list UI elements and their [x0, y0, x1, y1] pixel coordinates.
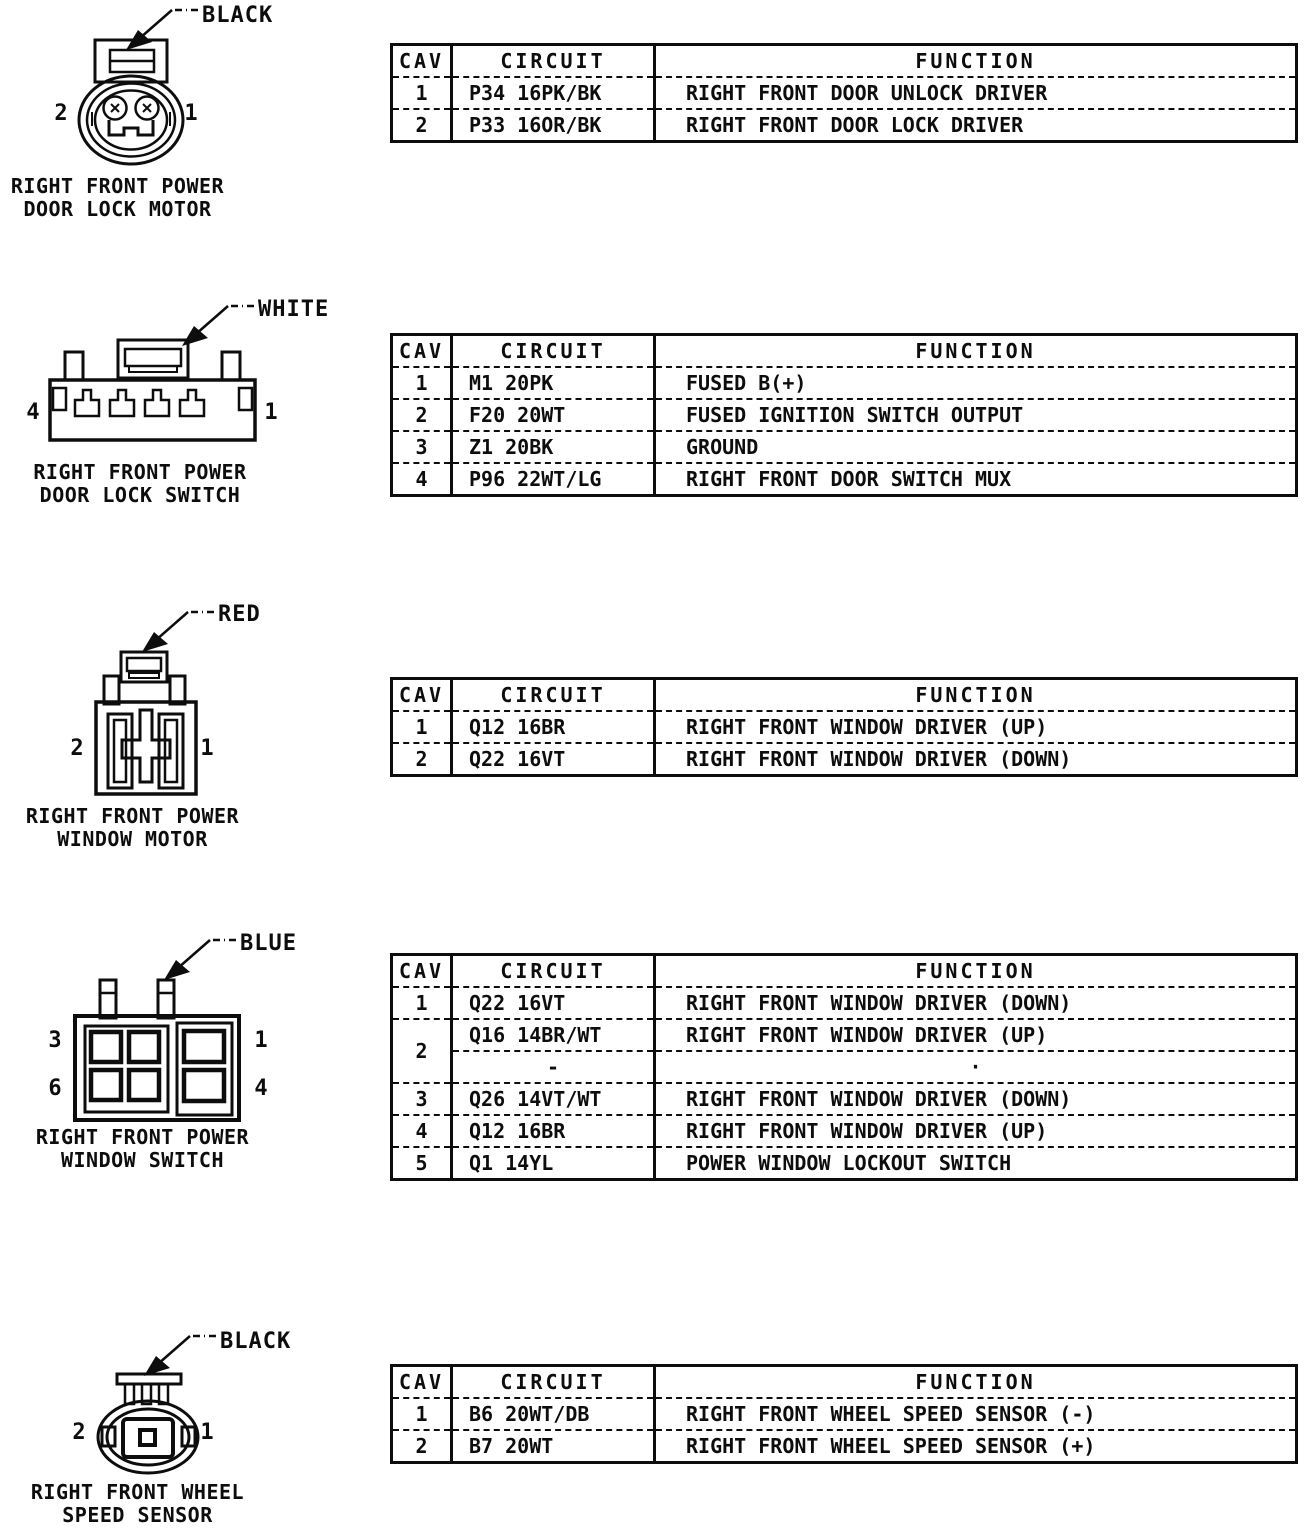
- table-cell: 1: [392, 987, 452, 1019]
- leader-arrow-icon: [172, 298, 256, 348]
- wheel-speed-sensor-connector-drawing: [95, 1372, 203, 1476]
- table-cell: Q12 16BR: [452, 1115, 655, 1147]
- table-cell: 4: [392, 1115, 452, 1147]
- caption-line: RIGHT FRONT POWER: [10, 174, 225, 198]
- pin-number-left: 2: [70, 736, 84, 761]
- table-row: [392, 1019, 1297, 1051]
- table-cell: 3: [392, 431, 452, 463]
- table-header-row: [392, 679, 1297, 712]
- header-circuit: CIRCUIT: [452, 335, 655, 368]
- table-cell: RIGHT FRONT DOOR LOCK DRIVER: [655, 109, 1297, 142]
- table-row: [392, 77, 1297, 109]
- table-cell: POWER WINDOW LOCKOUT SWITCH: [655, 1147, 1297, 1180]
- header-circuit: CIRCUIT: [452, 45, 655, 78]
- table-cell: F20 20WT: [452, 399, 655, 431]
- pin-number-right: 1: [200, 1420, 214, 1445]
- header-cav: CAV: [392, 335, 452, 368]
- table-row: [392, 1051, 1297, 1083]
- table-cell: B7 20WT: [452, 1430, 655, 1463]
- table-cell: RIGHT FRONT WHEEL SPEED SENSOR (-): [655, 1398, 1297, 1430]
- table-cell: RIGHT FRONT DOOR UNLOCK DRIVER: [655, 77, 1297, 109]
- pinout-table-window-switch: [390, 953, 1298, 1181]
- table-cell: 5: [392, 1147, 452, 1180]
- leader-arrow-icon: [132, 604, 216, 654]
- table-cell: RIGHT FRONT WINDOW DRIVER (UP): [655, 711, 1297, 743]
- table-cell: 2: [392, 743, 452, 776]
- connector-caption: [20, 1481, 255, 1527]
- caption-line: RIGHT FRONT POWER: [25, 804, 240, 828]
- pinout-table-window-motor: [390, 677, 1298, 777]
- header-circuit: CIRCUIT: [452, 1366, 655, 1399]
- table-header-row: [392, 955, 1297, 988]
- table-row: [392, 1398, 1297, 1430]
- header-function: FUNCTION: [655, 679, 1297, 712]
- connector-color-label: BLACK: [220, 1329, 292, 1354]
- table-cell: 4: [392, 463, 452, 496]
- window-switch-connector-drawing: [72, 978, 242, 1124]
- table-cell: 3: [392, 1083, 452, 1115]
- header-function: FUNCTION: [655, 1366, 1297, 1399]
- connector-color-label: RED: [218, 602, 261, 627]
- pinout-table-door-lock-motor: [390, 43, 1298, 143]
- table-cell: P33 16OR/BK: [452, 109, 655, 142]
- pin-number-left: 2: [54, 101, 68, 126]
- table-cell: Q1 14YL: [452, 1147, 655, 1180]
- leader-arrow-icon: [116, 2, 200, 52]
- window-motor-connector-drawing: [92, 648, 200, 798]
- table-row: [392, 1115, 1297, 1147]
- table-row: [392, 367, 1297, 399]
- table-cell: RIGHT FRONT DOOR SWITCH MUX: [655, 463, 1297, 496]
- table-cell: Q22 16VT: [452, 743, 655, 776]
- connector-caption: [15, 805, 250, 851]
- caption-line: RIGHT FRONT WHEEL: [30, 1480, 245, 1504]
- door-lock-switch-connector-drawing: [45, 336, 260, 444]
- connector-color-label: WHITE: [258, 297, 330, 322]
- table-header-row: [392, 335, 1297, 368]
- table-cell: 1: [392, 1398, 452, 1430]
- caption-line: SPEED SENSOR: [62, 1503, 213, 1527]
- table-row: [392, 399, 1297, 431]
- pin-number-bottom-right: 4: [254, 1076, 268, 1101]
- pin-number-left: 4: [26, 400, 40, 425]
- pin-number-top-right: 1: [254, 1028, 268, 1053]
- connector-caption: [20, 461, 260, 507]
- leader-arrow-icon: [134, 1328, 218, 1378]
- connector-color-label: BLACK: [202, 3, 274, 28]
- table-cell: RIGHT FRONT WINDOW DRIVER (DOWN): [655, 743, 1297, 776]
- table-cell: 2: [392, 1019, 452, 1083]
- table-cell: 2: [392, 1430, 452, 1463]
- table-cell: Q26 14VT/WT: [452, 1083, 655, 1115]
- table-cell: FUSED B(+): [655, 367, 1297, 399]
- table-cell: 2: [392, 399, 452, 431]
- header-function: FUNCTION: [655, 335, 1297, 368]
- table-cell: FUSED IGNITION SWITCH OUTPUT: [655, 399, 1297, 431]
- pin-number-left: 2: [72, 1420, 86, 1445]
- pin-number-right: 1: [184, 101, 198, 126]
- table-cell: Q12 16BR: [452, 711, 655, 743]
- table-header-row: [392, 45, 1297, 78]
- table-row: [392, 431, 1297, 463]
- table-row: [392, 463, 1297, 496]
- table-cell: ·: [655, 1051, 1297, 1083]
- table-row: [392, 1430, 1297, 1463]
- caption-line: WINDOW MOTOR: [57, 827, 208, 851]
- table-cell: -: [452, 1051, 655, 1083]
- caption-line: WINDOW SWITCH: [60, 1148, 225, 1172]
- table-cell: RIGHT FRONT WINDOW DRIVER (UP): [655, 1115, 1297, 1147]
- pin-number-right: 1: [200, 736, 214, 761]
- pin-number-bottom-left: 6: [48, 1076, 62, 1101]
- table-cell: Q22 16VT: [452, 987, 655, 1019]
- header-function: FUNCTION: [655, 45, 1297, 78]
- table-cell: 2: [392, 109, 452, 142]
- table-cell: P96 22WT/LG: [452, 463, 655, 496]
- header-cav: CAV: [392, 955, 452, 988]
- table-cell: RIGHT FRONT WINDOW DRIVER (UP): [655, 1019, 1297, 1051]
- table-cell: P34 16PK/BK: [452, 77, 655, 109]
- caption-line: RIGHT FRONT POWER: [33, 460, 247, 484]
- header-function: FUNCTION: [655, 955, 1297, 988]
- leader-arrow-icon: [154, 932, 238, 982]
- table-row: [392, 711, 1297, 743]
- table-row: [392, 987, 1297, 1019]
- header-cav: CAV: [392, 1366, 452, 1399]
- door-lock-motor-connector-drawing: [70, 36, 194, 168]
- table-cell: Q16 14BR/WT: [452, 1019, 655, 1051]
- table-cell: RIGHT FRONT WINDOW DRIVER (DOWN): [655, 1083, 1297, 1115]
- table-cell: B6 20WT/DB: [452, 1398, 655, 1430]
- caption-line: DOOR LOCK MOTOR: [23, 197, 212, 221]
- header-cav: CAV: [392, 45, 452, 78]
- header-circuit: CIRCUIT: [452, 955, 655, 988]
- connector-caption: [0, 175, 235, 221]
- pin-number-right: 1: [264, 400, 278, 425]
- table-cell: GROUND: [655, 431, 1297, 463]
- pinout-table-door-lock-switch: [390, 333, 1298, 497]
- table-cell: M1 20PK: [452, 367, 655, 399]
- table-cell: 1: [392, 367, 452, 399]
- table-cell: 1: [392, 711, 452, 743]
- connector-color-label: BLUE: [240, 931, 297, 956]
- connector-caption: [25, 1126, 260, 1172]
- table-cell: RIGHT FRONT WINDOW DRIVER (DOWN): [655, 987, 1297, 1019]
- caption-line: RIGHT FRONT POWER: [35, 1125, 250, 1149]
- table-cell: RIGHT FRONT WHEEL SPEED SENSOR (+): [655, 1430, 1297, 1463]
- header-cav: CAV: [392, 679, 452, 712]
- table-cell: Z1 20BK: [452, 431, 655, 463]
- header-circuit: CIRCUIT: [452, 679, 655, 712]
- pinout-table-wheel-speed-sensor: [390, 1364, 1298, 1464]
- table-row: [392, 1083, 1297, 1115]
- table-row: [392, 109, 1297, 142]
- table-row: [392, 743, 1297, 776]
- pin-number-top-left: 3: [48, 1028, 62, 1053]
- caption-line: DOOR LOCK SWITCH: [39, 483, 241, 507]
- table-header-row: [392, 1366, 1297, 1399]
- table-cell: 1: [392, 77, 452, 109]
- table-row: [392, 1147, 1297, 1180]
